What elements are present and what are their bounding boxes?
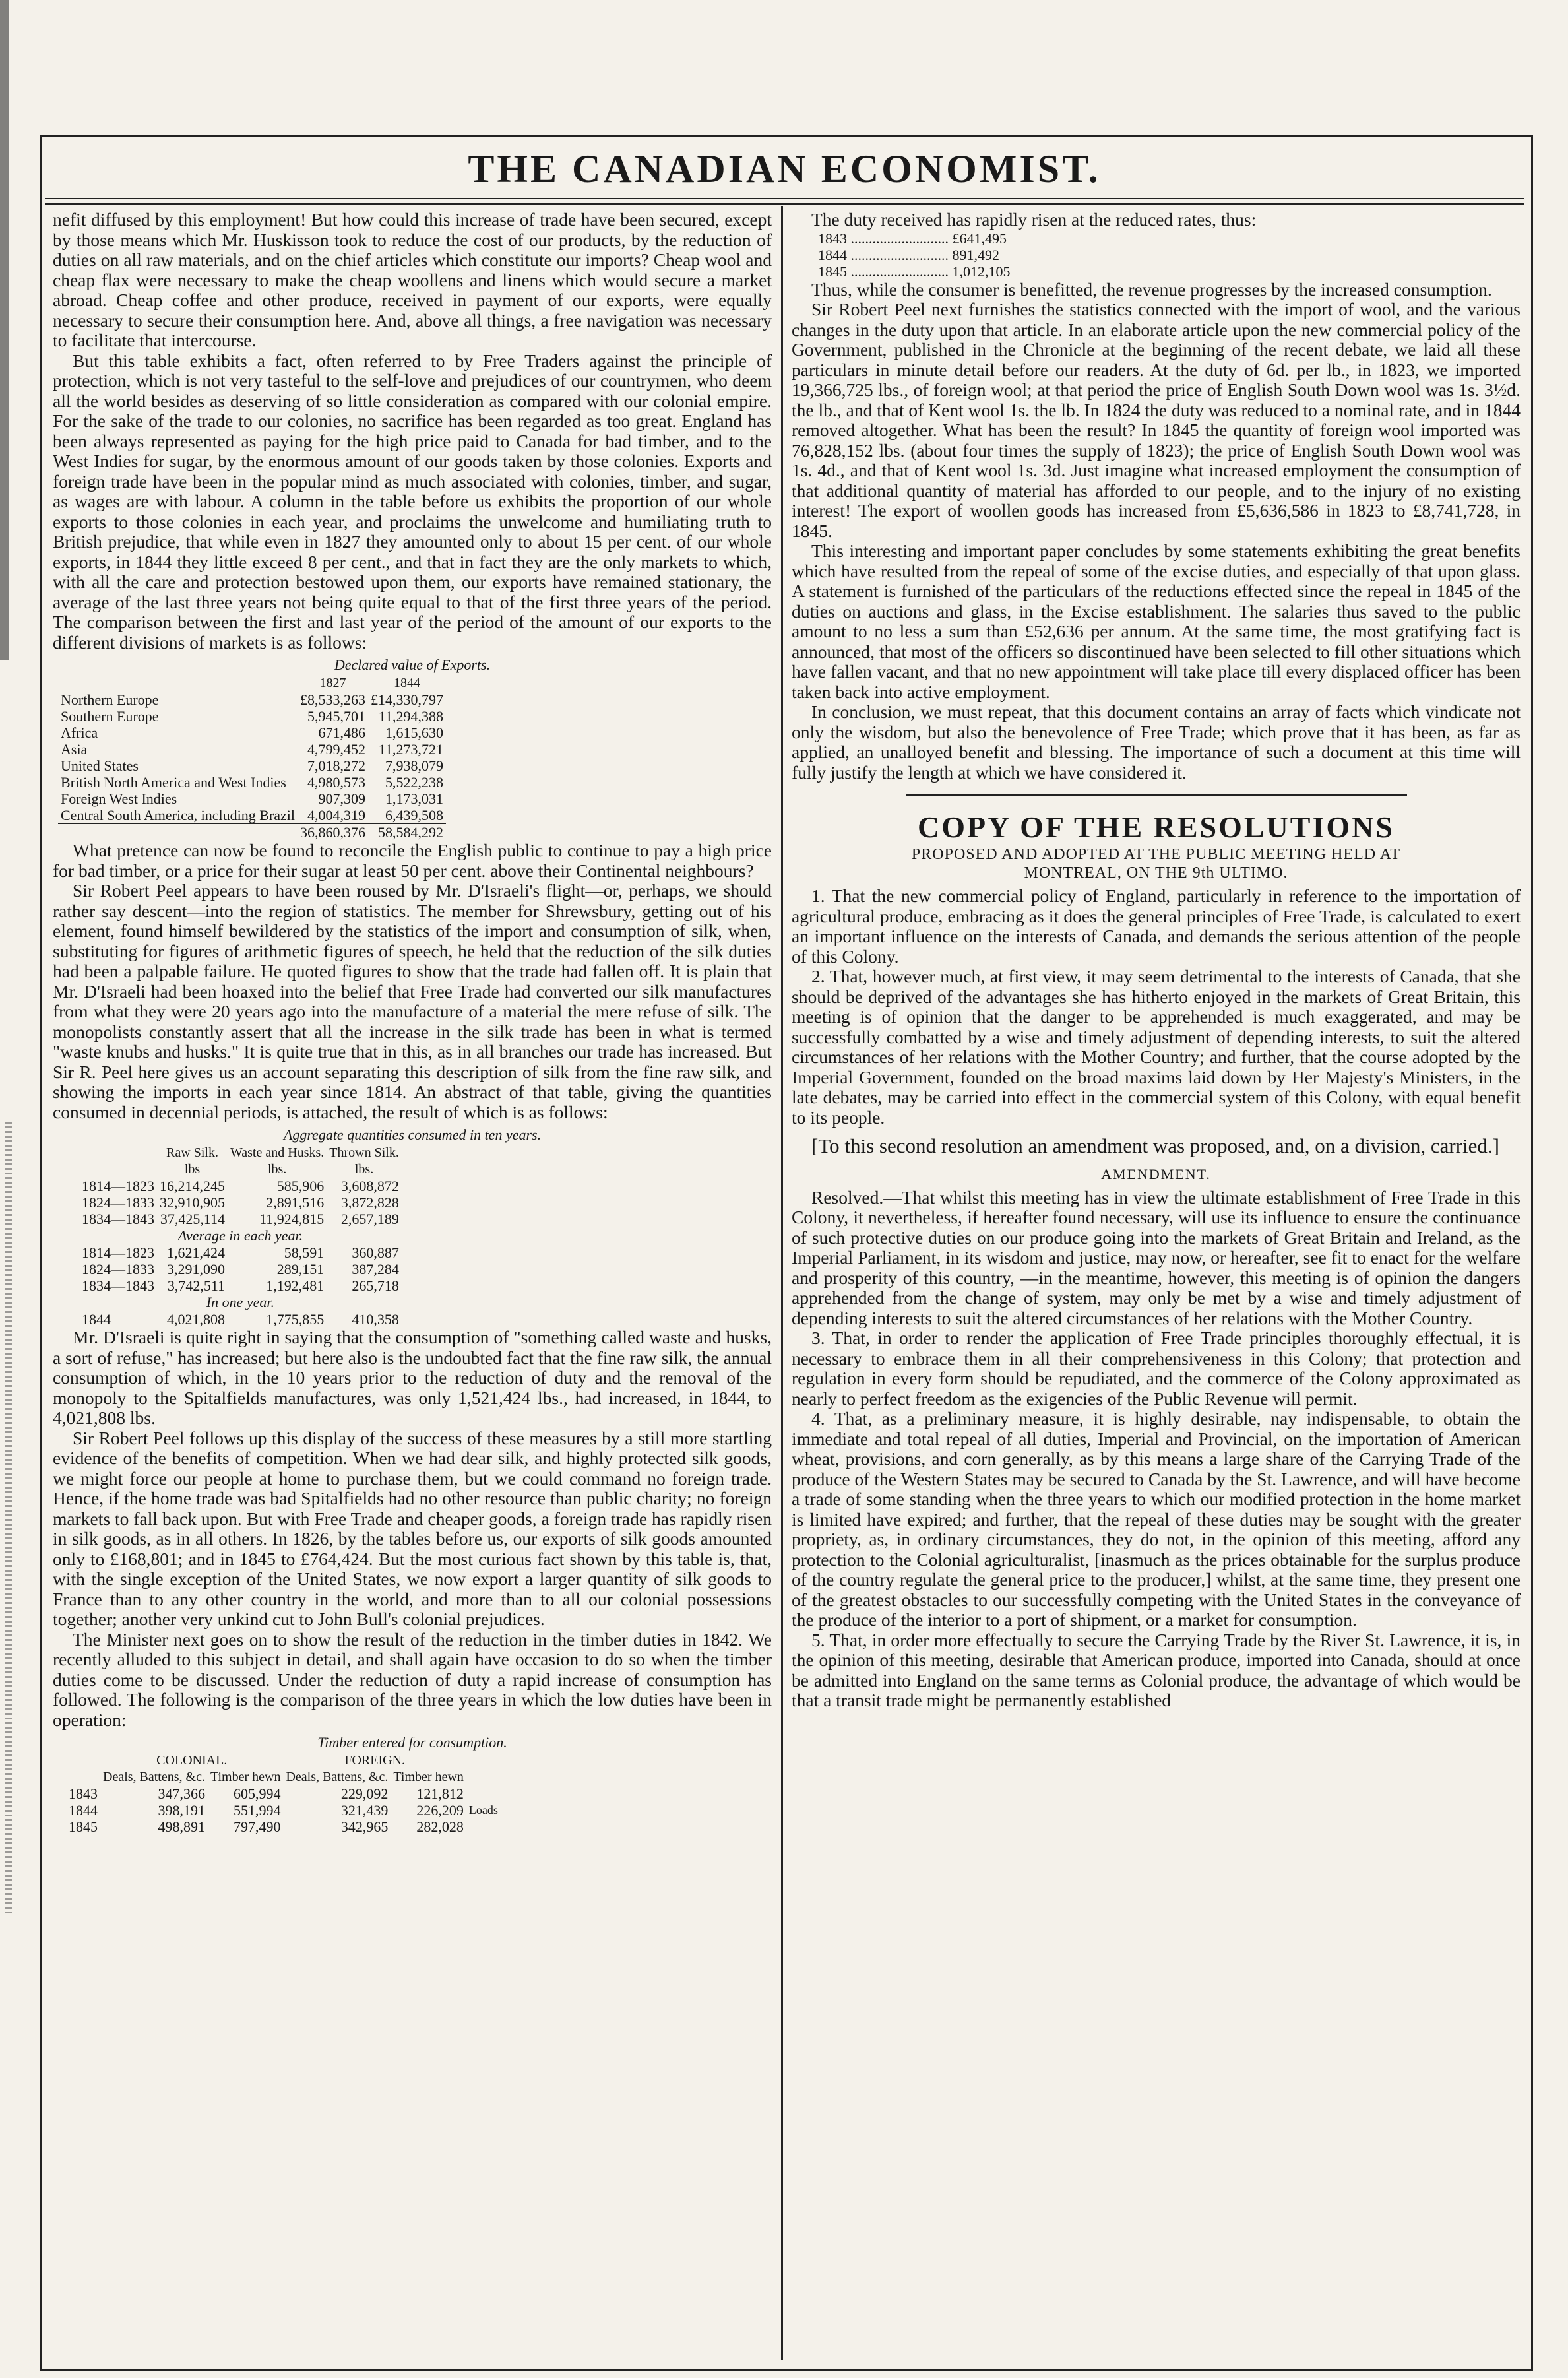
- table-row: British North America and West Indies 4,980,573 5,522,238: [61, 774, 443, 790]
- list-item: 1845 ........................... 1,012,105: [818, 263, 1011, 280]
- timber-table: COLONIAL. FOREIGN. Deals, Battens, &c. Timber hewn Deals, Battens, &c. Timber hewn 1843 347,366 605,994 229,092 121,812 Loads 1844 398,191 551,994 321,439 226,209 1845 498,891 797,490 342,965 282,028: [66, 1752, 501, 1835]
- table-row: Southern Europe 5,945,701 11,294,388: [61, 708, 443, 724]
- table-row: Africa 671,486 1,615,630: [61, 724, 443, 741]
- masthead: THE CANADIAN ECONOMIST.: [468, 147, 1101, 191]
- paragraph: This interesting and important paper concludes by some statements exhibiting the great benefits which have resulted from the repeal of some of the excise duties, and especially of that upon glass. A statement is furnished of the particulars of the reductions effected since the repeal in 1845 of the duties on auctions and glass, in the Excise establishment. The salaries thus saved to the public amount to no less a sum than £52,636 per annum. At the same time, the most gratifying fact is announced, that most of the officers so discontinued have been selected to fill other situations which have fallen vacant, and that no new appointment will take place till every displaced officer has been taken back into active employment.: [792, 540, 1521, 702]
- resolutions-subtitle-2: MONTREAL, ON THE 9th ULTIMO.: [1024, 864, 1288, 882]
- table-row: 1843 347,366 605,994 229,092 121,812 Loads: [66, 1785, 501, 1802]
- exports-year: 1827: [319, 676, 346, 690]
- paragraph: Sir Robert Peel next furnishes the statistics connected with the import of wool, and the various changes in the duty upon that article. In an elaborate article upon the new commercial policy of the Government, published in the Chronicle at the beginning of the recent debate, we laid all these particulars in minute detail before our readers. At the duty of 6d. per lb., in 1823, we imported 19,366,725 lbs., of foreign wool; at that period the price of English South Down wool was 1s. 3½d. the lb., and that of Kent wool 1s. the lb. In 1824 the duty was reduced to a nominal rate, and in 1844 removed altogether. What has been the result? In 1845 the quantity of foreign wool imported was 76,828,152 lbs. (about four times the supply of 1823); the price of English South Down wool was 1s. 4d., and that of Kent wool 1s. 3d. Just imagine what increased employment the consumption of that additional quantity of material has afforded to our people, and to the injury of no existing interest! The export of woollen goods has increased from £5,636,586 in 1823 to £8,741,728, in 1845.: [792, 299, 1521, 541]
- table-row: 1824—1833 3,291,090 289,151 387,284: [82, 1261, 399, 1277]
- table-row: Foreign West Indies 907,309 1,173,031: [61, 790, 443, 807]
- exports-table-caption: Declared value of Exports.: [334, 657, 491, 673]
- silk-average-caption: Average in each year.: [177, 1227, 303, 1244]
- exports-table: [58, 675, 446, 841]
- amendment: Resolved.—That whilst this meeting has in view the ultimate establishment of Free Trade in this Colony, it nevertheless, if hereafter found necessary, will use its influence to ensure the continuance of such protective duties on our produce going into the markets of Great Britain and Ireland, as the Imperial Parliament, in its wisdom and justice, may now, or hereafter, see fit to enact for the welfare and prosperity of this country, —in the meantime, however, this meeting is of opinion the dangers apprehended from the change of system, may only be met by a wise and timely adjustment of depending interests to suit the altered circumstances of her relations with the Mother Country.: [792, 1186, 1521, 1328]
- paragraph: The Minister next goes on to show the result of the reduction in the timber duties in 1842. We recently alluded to this subject in detail, and shall again have occasion to do so when the timber duties come to be discussed. Under the reduction of duty a rapid increase of consumption has followed. The following is the comparison of the three years in which the low duties have been in operation:: [53, 1628, 772, 1730]
- resolutions-subtitle: PROPOSED AND ADOPTED AT THE PUBLIC MEETING HELD AT: [911, 846, 1401, 863]
- list-item: 1843 ........................... £641,495: [818, 230, 1007, 247]
- paragraph: Mr. D'Israeli is quite right in saying that the consumption of "something called waste and husks, a sort of refuse," has increased; but here also is the undoubted fact that the fine raw silk, the annual consumption of which, in the 10 years prior to the reduction of duty and the removal of the monopoly to the Spitalfields manufactures, was only 1,521,424 lbs., had increased, in 1844, to 4,021,808 lbs.: [53, 1327, 772, 1428]
- timber-unit: Loads: [468, 1803, 498, 1816]
- resolution-4: 4. That, as a preliminary measure, it is highly desirable, nay indispensable, to obtain the immediate and total repeal of all duties, Imperial and Provincial, on the importation of American wheat, provisions, and corn generally, as by this means a large share of the Carrying Trade of the produce of the Western States may be secured to Canada by the St. Lawrence, and will have become a trade of some standing when the three years to which our modified protection in the home market is limited have expired; and further, that the repeal of these duties may be sought with the greater propriety, as, in ordinary circumstances, they do not, in the opinion of this meeting, afford any protection to the Colonial agriculturalist, [inasmuch as the prices obtainable for the surplus produce of the country regulate the general price to the producer,] whilst, at the same time, they present one of the greatest obstacles to our successfully competing with the United States in the conveyance of the produce of the interior to a port of shipment, or a market for consumption.: [792, 1408, 1521, 1630]
- right-column: [792, 210, 1521, 1711]
- table-row: 1845 498,891 797,490 342,965 282,028: [69, 1818, 464, 1835]
- table-row: 1814—1823 1,621,424 58,591 360,887: [82, 1244, 399, 1261]
- paragraph: What pretence can now be found to reconcile the English public to continue to pay a high price for bad timber, or a price for their sugar at least 50 per cent. above their Continental neighbours?: [53, 840, 772, 881]
- editor-note: [To this second resolution an amendment was proposed, and, on a division, carried.]: [811, 1134, 1499, 1157]
- paragraph: Thus, while the consumer is benefitted, the revenue progresses by the increased consumption.: [811, 278, 1492, 300]
- paragraph: Sir Robert Peel follows up this display of the success of these measures by a still more startling evidence of the benefits of competition. When we had dear silk, and highly protected silk goods, we might force our people at home to purchase them, but we could command no foreign trade. Hence, if the home trade was bad Spitalfields had no other resource than public charity; no foreign markets to fall back upon. But with Free Trade and cheaper goods, a foreign trade has rapidly risen in silk goods, as in all others. In 1826, by the tables before us, our exports of silk goods amounted only to £168,801; and in 1845 to £764,424. But the most curious fact shown by this table is, that, with the single exception of the United States, we now export a larger quantity of silk goods to France than to any other country in the world, and more than to all our colonial possessions together; another very unkind cut to John Bull's colonial prejudices.: [53, 1427, 772, 1629]
- paragraph: But this table exhibits a fact, often referred to by Free Traders against the principle of protection, which is not very tasteful to the self-love and prejudices of our countrymen, who deem all the world besides as deserving of so little consideration as compared with our colonial empire. For the sake of the trade to our colonies, no sacrifice has been regarded as too great. England has been always represented as paying for the high price paid to Canada for bad timber, and to the West Indies for sugar, by the enormous amount of our goods taken by those colonies. Exports and foreign trade have been in the popular mind as much associated with colonies, timber, and sugar, as wages are with labour. A column in the table before us exhibits the proportion of our whole exports to those colonies in each year, and proclaims the unwelcome and humiliating truth to British prejudice, that while even in 1827 they amounted only to about 15 per cent. of our whole exports, in 1844 they little exceed 8 per cent., and that in fact they are the only markets to which, with all the care and protection bestowed upon them, our exports have remained stationary, the average of the last three years not being quite equal to that of the first three years of the period. The comparison between the first and last year of the period of the amount of our exports to the different divisions of markets is as follows:: [53, 350, 772, 653]
- amendment-heading: AMENDMENT.: [1101, 1166, 1211, 1182]
- table-row: 1834—1843 37,425,114 11,924,815 2,657,189: [82, 1211, 399, 1227]
- exports-year: 1844: [393, 676, 420, 690]
- paragraph: nefit diffused by this employment! But how could this increase of trade have been secured, except by those means which Mr. Huskisson took to reduce the cost of our products, by the reduction of duties on all raw materials, and on the chief articles which constitute our imports? Cheap wool and cheap flax were necessary to make the cheap woollens and linens which would secure a market abroad. Cheap coffee and other produce, received in payment of our exports, were equally necessary to secure their consumption here. And, above all things, a free navigation was necessary to facilitate that intercourse.: [53, 209, 772, 350]
- silk-one-year-caption: In one year.: [206, 1294, 275, 1310]
- section-divider: [906, 794, 1407, 800]
- resolution-2: 2. That, however much, at first view, it may seem detrimental to the interests of Canada, that she should be deprived of the advantages she has hitherto enjoyed in the markets of Great Britain, this meeting is of opinion that the danger to be apprehended is much exaggerated, and may be successfully combatted by a wise and timely adjustment of depending interests, to suit the altered circumstances of her relations with the Mother Country; and further, that the course adopted by the Imperial Government, founded on the broad maxims laid down by Her Majesty's Ministers, in the late debates, may be carried into effect in the commercial system of this Colony, with equal benefit to its people.: [792, 966, 1521, 1128]
- table-row: United States 7,018,272 7,938,079: [61, 757, 443, 774]
- table-row: Asia 4,799,452 11,273,721: [61, 741, 443, 757]
- paragraph: The duty received has rapidly risen at the reduced rates, thus:: [811, 209, 1257, 230]
- totals-row: 36,860,376 58,584,292: [58, 824, 446, 841]
- table-row: 1834—1843 3,742,511 1,192,481 265,718: [82, 1277, 399, 1294]
- duty-list: [818, 230, 1521, 280]
- table-row: 1844 4,021,808 1,775,855 410,358: [82, 1311, 399, 1328]
- column-rule: [781, 206, 783, 2360]
- paragraph: In conclusion, we must repeat, that this document contains an array of facts which vindicate not only the wisdom, but also the benevolence of Free Trade; which prove that it has been, as far as applied, an unalloyed benefit and blessing. The importance of such a document at this time will fully justify the length at which we have considered it.: [792, 701, 1521, 783]
- silk-table: Raw Silk. Waste and Husks. Thrown Silk. lbs lbs. lbs. 1814—1823 16,214,245 585,906 3,608,872 1824—1833 32,910,905 2,891,516 3,872,828 1834—1843 37,425,114 11,924,815 2,657,189 Average in each year. 1814—1823 1,621,424 58,591 360,887 1824—1833 3,291,090 289,151 387,284 1834—1843 3,742,511 1,192,481 265,718 In one year. 1844 4,021,808 1,775,855 410,358: [79, 1145, 402, 1328]
- table-row: Northern Europe £8,533,263 £14,330,797: [61, 691, 443, 708]
- timber-table-caption: Timber entered for consumption.: [317, 1734, 507, 1751]
- resolutions-title: COPY OF THE RESOLUTIONS: [918, 810, 1395, 844]
- table-row: 1814—1823 16,214,245 585,906 3,608,872: [82, 1178, 399, 1194]
- left-column: [53, 210, 772, 1835]
- table-row: 1824—1833 32,910,905 2,891,516 3,872,828: [82, 1194, 399, 1211]
- table-row: 1844 398,191 551,994 321,439 226,209: [69, 1802, 464, 1818]
- paragraph: Sir Robert Peel appears to have been roused by Mr. D'Israeli's flight—or, perhaps, we should rather say descent—into the region of statistics. The member for Shrewsbury, getting out of his element, found himself bewildered by the statistics of the import and consumption of silk, when, substituting for figures of arithmetic figures of speech, he held that the reduction of the silk duties had been a palpable failure. He quoted figures to show that the trade had fallen off. It is plain that Mr. D'Israeli had been hoaxed into the belief that Free Trade had converted our silk manufactures from what they were 20 years ago into the manufacture of a material the mere refuse of silk. The monopolists constantly assert that all the increase in the silk trade has been in what is termed "waste knubs and husks." It is quite true that in this, as in all branches our trade has increased. But Sir R. Peel here gives us an account separating this description of silk from the fine raw silk, and showing the imports in each year since 1814. An abstract of that table, giving the quantities consumed in decennial periods, is attached, the result of which is as follows:: [53, 880, 772, 1122]
- page-binding-edge-lower: [5, 1122, 12, 1913]
- page-binding-edge: [0, 0, 9, 660]
- silk-table-caption: Aggregate quantities consumed in ten years.: [283, 1126, 542, 1143]
- resolution-3: 3. That, in order to render the application of Free Trade principles thoroughly effectual, it is necessary to embrace them in all their comprehensiveness in this Colony; that protection and regulation in every form should be repudiated, and the commerce of the Colony approximated as nearly to perfect freedom as the exigencies of the Public Revenue will permit.: [792, 1328, 1521, 1409]
- resolution-5: 5. That, in order more effectually to secure the Carrying Trade by the River St. Lawrence, it is, in the opinion of this meeting, desirable that American produce, imported into Canada, should at once be admitted into England on the same terms as Colonial produce, the advantage of which would be that a transit trade might be permanently established: [792, 1629, 1521, 1710]
- list-item: 1844 ........................... 891,492: [818, 246, 999, 263]
- resolution-1: 1. That the new commercial policy of England, particularly in reference to the importation of agricultural produce, embracing as it does the general principles of Free Trade, is calculated to exert an important influence on the interests of Canada, and demands the serious attention of the people of this Colony.: [792, 885, 1521, 967]
- table-row: Central South America, including Brazil 4,004,319 6,439,508: [61, 807, 443, 823]
